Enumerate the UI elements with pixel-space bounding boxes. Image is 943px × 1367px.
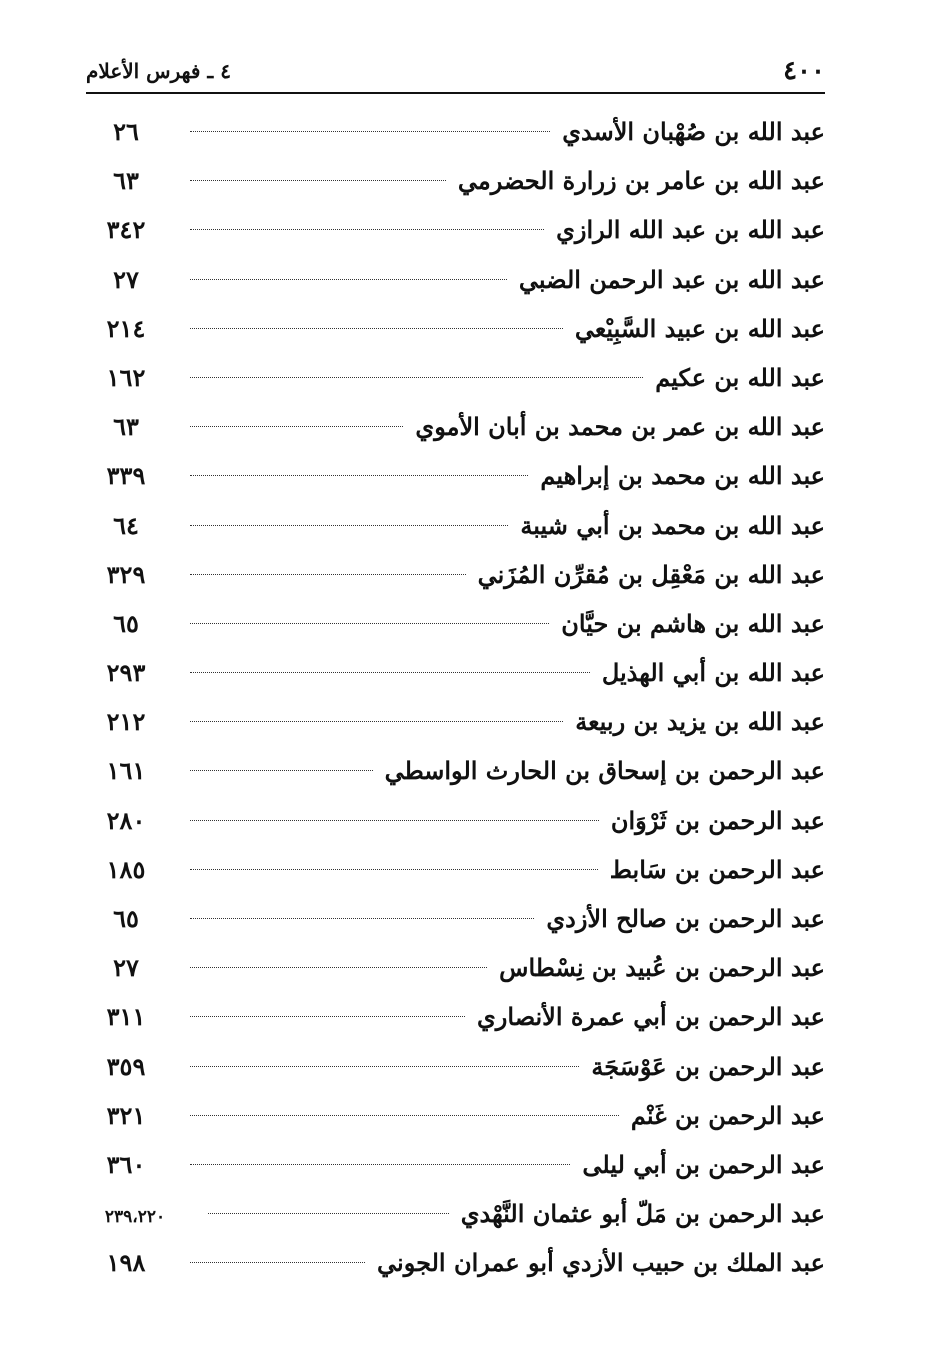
entry-page-number: ٣٣٩ [106, 461, 146, 491]
dotted-leader [190, 770, 373, 771]
index-entry [90, 1238, 825, 1287]
index-entry [90, 796, 825, 845]
entry-name: عبد الله بن محمد بن أبي شيبة [520, 510, 825, 540]
dotted-leader [190, 525, 508, 526]
dotted-leader [190, 918, 534, 919]
index-entry [90, 501, 825, 550]
entry-name: عبد الله بن عبيد السَّبِيْعي [574, 313, 825, 343]
entry-page-number: ٢٧ [113, 953, 139, 983]
dotted-leader [190, 426, 403, 427]
entry-page-number: ٢٣٩،٢٢٠ [104, 1207, 166, 1228]
entry-name: عبد الرحمن بن سَابط [609, 854, 825, 884]
entry-name: عبد الرحمن بن غَنْم [630, 1100, 825, 1130]
dotted-leader [190, 279, 507, 280]
entry-page-number: ٦٥ [113, 608, 139, 638]
dotted-leader [190, 475, 528, 476]
entry-page-number: ٣٢١ [106, 1100, 146, 1130]
dotted-leader [190, 672, 590, 673]
dotted-leader [190, 180, 446, 181]
entry-name: عبد الله بن عبد الرحمن الضبي [518, 264, 825, 294]
entry-name: عبد الرحمن بن أبي ليلى [582, 1149, 825, 1179]
index-entry [90, 845, 825, 894]
index-entry [90, 697, 825, 746]
entry-page-number: ٢١٤ [106, 313, 146, 343]
dotted-leader [190, 1262, 365, 1263]
entry-name: عبد الرحمن بن إسحاق بن الحارث الواسطي [384, 756, 825, 786]
entry-page-number: ٣١١ [106, 1002, 146, 1032]
index-entry [90, 1140, 825, 1189]
dotted-leader [190, 1164, 570, 1165]
entry-page-number: ١٦٢ [106, 362, 146, 392]
entry-name: عبد الرحمن بن مَلّ أبو عثمان النَّهْدي [460, 1199, 825, 1229]
entry-page-number: ٢٦ [113, 117, 139, 146]
entry-name: عبد الله بن أبي الهذيل [601, 658, 825, 688]
entry-name: عبد الله بن عامر بن زرارة الحضرمي [457, 166, 825, 196]
dotted-leader [208, 1213, 449, 1214]
entry-page-number: ٣٦٠ [106, 1149, 146, 1179]
entry-name: عبد الله بن يزيد بن ربيعة [575, 707, 825, 737]
dotted-leader [190, 869, 598, 870]
index-entry [90, 107, 825, 156]
dotted-leader [190, 131, 550, 132]
entry-page-number: ٣٤٢ [106, 215, 146, 245]
index-entry [90, 1189, 825, 1238]
entry-name: عبد الله بن مَعْقِل بن مُقرِّن المُزَني [477, 559, 825, 589]
entry-page-number: ٢١٢ [106, 707, 146, 737]
index-entries-list [90, 107, 825, 1288]
index-entry [90, 992, 825, 1041]
dotted-leader [190, 328, 563, 329]
entry-name: عبد الرحمن بن صالح الأزدي [546, 904, 825, 933]
entry-name: عبد الملك بن حبيب الأزدي أبو عمران الجوني [377, 1248, 825, 1278]
dotted-leader [190, 377, 643, 378]
index-entry [90, 550, 825, 599]
section-title: ٤ ـ فهرس الأعلام [86, 59, 231, 83]
entry-name: عبد الله بن صُهْبان الأسدي [562, 117, 825, 146]
entry-page-number: ٦٣ [113, 166, 139, 196]
entry-name: عبد الله بن هاشم بن حيَّان [561, 608, 825, 638]
dotted-leader [190, 1016, 465, 1017]
entry-page-number: ٣٢٩ [106, 559, 146, 589]
entry-name: عبد الله بن عكيم [655, 362, 825, 392]
page-number: ٤٠٠ [783, 56, 825, 86]
entry-page-number: ٢٩٣ [106, 658, 146, 688]
index-entry [90, 255, 825, 304]
entry-page-number: ١٨٥ [106, 854, 146, 884]
index-entry [90, 943, 825, 992]
entry-page-number: ٦٣ [113, 412, 139, 442]
index-entry [90, 451, 825, 500]
page-header [86, 50, 825, 94]
entry-name: عبد الله بن عبد الله الرازي [556, 215, 825, 245]
entry-name: عبد الرحمن بن ثَرْوَان [610, 805, 825, 835]
index-entry [90, 1042, 825, 1091]
index-entry [90, 205, 825, 254]
entry-page-number: ٢٧ [113, 264, 139, 294]
entry-page-number: ١٦١ [106, 756, 146, 786]
dotted-leader [190, 229, 544, 230]
index-entry [90, 648, 825, 697]
dotted-leader [190, 721, 563, 722]
entry-name: عبد الله بن عمر بن محمد بن أبان الأموي [415, 412, 825, 442]
entry-name: عبد الرحمن بن عَوْسَجَة [591, 1051, 825, 1081]
dotted-leader [190, 1115, 619, 1116]
index-entry [90, 353, 825, 402]
entry-name: عبد الرحمن بن عُبيد بن نِسْطاس [499, 953, 825, 983]
entry-name: عبد الرحمن بن أبي عمرة الأنصاري [477, 1002, 825, 1032]
index-entry [90, 1091, 825, 1140]
entry-page-number: ٦٤ [113, 510, 139, 540]
entry-page-number: ١٩٨ [106, 1248, 146, 1278]
dotted-leader [190, 574, 466, 575]
index-entry [90, 894, 825, 943]
dotted-leader [190, 967, 487, 968]
index-entry [90, 156, 825, 205]
dotted-leader [190, 1066, 579, 1067]
entry-page-number: ٦٥ [113, 904, 139, 933]
entry-page-number: ٣٥٩ [106, 1051, 146, 1081]
entry-page-number: ٢٨٠ [106, 805, 146, 835]
index-entry [90, 746, 825, 795]
index-entry [90, 599, 825, 648]
entry-name: عبد الله بن محمد بن إبراهيم [540, 461, 825, 491]
dotted-leader [190, 820, 599, 821]
index-entry [90, 304, 825, 353]
index-entry [90, 402, 825, 451]
dotted-leader [190, 623, 549, 624]
